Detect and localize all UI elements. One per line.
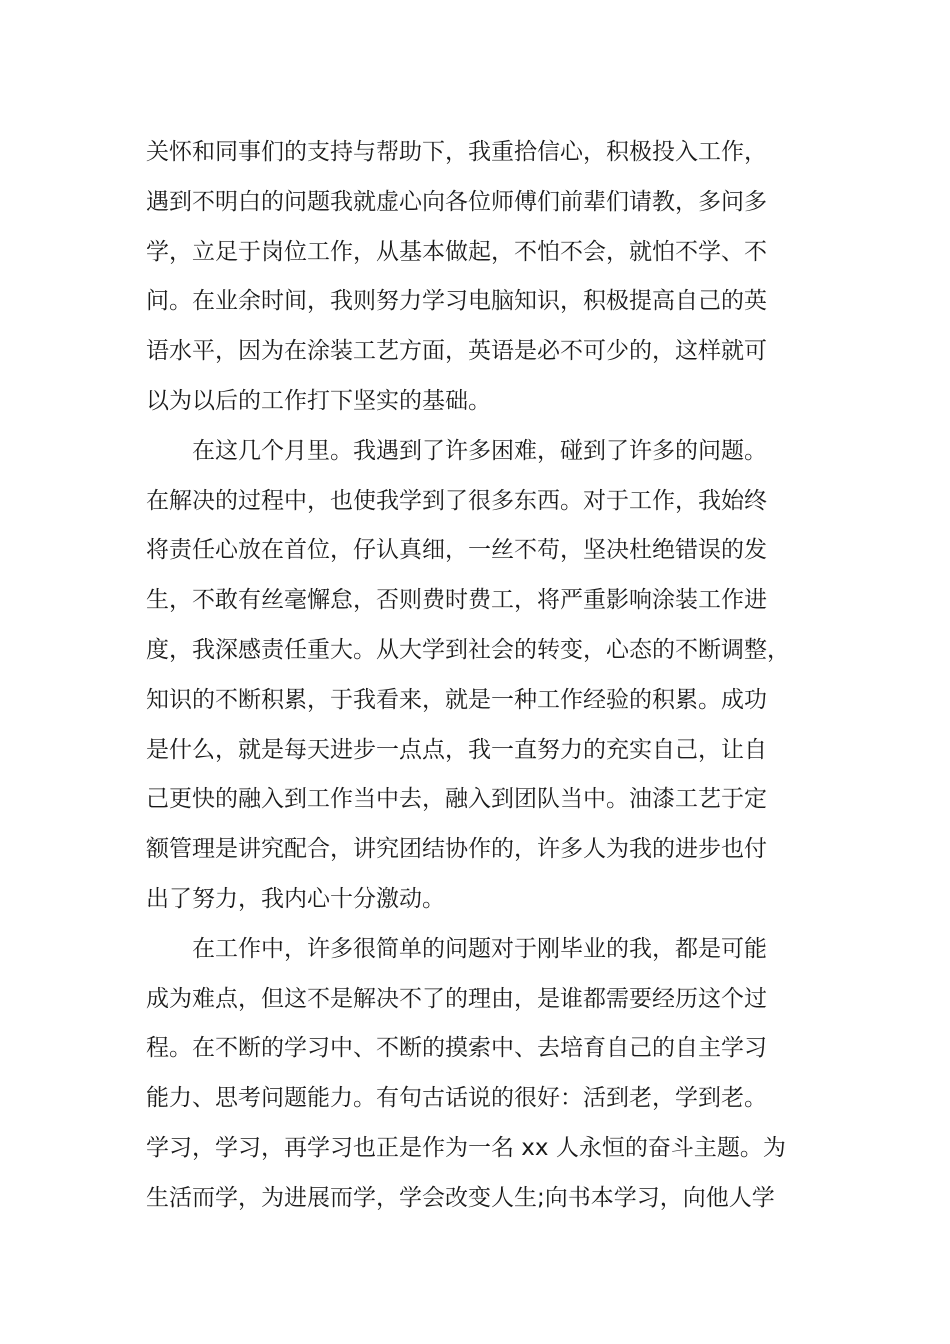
text-line-first: 在这几个月里。我遇到了许多困难，碰到了许多的问题。 [192,437,767,464]
text-line-first: 在工作中，许多很简单的问题对于刚毕业的我，都是可能 [192,935,767,962]
text-line: 生，不敢有丝毫懈怠，否则费时费工，将严重影响涂装工作进 [146,587,767,614]
document-body [146,128,826,1224]
text-line: 额管理是讲究配合，讲究团结协作的，许多人为我的进步也付 [146,836,767,863]
text-line: 以为以后的工作打下坚实的基础。 [146,387,491,414]
paragraph-2 [146,427,826,925]
text-line: 知识的不断积累，于我看来，就是一种工作经验的积累。成功 [146,686,767,713]
text-line: 程。在不断的学习中、不断的摸索中、去培育自己的自主学习 [146,1035,767,1062]
text-line: 出了努力，我内心十分激动。 [146,885,445,912]
paragraph-3 [146,925,826,1224]
text-line: 将责任心放在首位，仔认真细，一丝不苟，坚决杜绝错误的发 [146,537,767,564]
text-line: 度，我深感责任重大。从大学到社会的转变，心态的不断调整， [146,636,790,663]
text-line: 己更快的融入到工作当中去，融入到团队当中。油漆工艺于定 [146,786,767,813]
text-line: 学习，学习，再学习也正是作为一名 xx 人永恒的奋斗主题。为 [146,1134,786,1161]
paragraph-1 [146,128,826,427]
text-line: 关怀和同事们的支持与帮助下，我重拾信心，积极投入工作， [146,139,767,165]
text-line: 在解决的过程中，也使我学到了很多东西。对于工作，我始终 [146,487,767,514]
text-line: 遇到不明白的问题我就虚心向各位师傅们前辈们请教，多问多 [146,188,767,215]
text-line: 是什么，就是每天进步一点点，我一直努力的充实自己，让自 [146,736,767,763]
text-line: 问。在业余时间，我则努力学习电脑知识，积极提高自己的英 [146,288,767,315]
text-line: 生活而学，为进展而学，学会改变人生;向书本学习，向他人学 [146,1184,775,1211]
text-line: 成为难点，但这不是解决不了的理由，是谁都需要经历这个过 [146,985,767,1012]
text-line: 能力、思考问题能力。有句古话说的很好：活到老，学到老。 [146,1085,767,1112]
text-line: 学，立足于岗位工作，从基本做起，不怕不会，就怕不学、不 [146,238,767,265]
text-line: 语水平，因为在涂装工艺方面，英语是必不可少的，这样就可 [146,338,767,365]
